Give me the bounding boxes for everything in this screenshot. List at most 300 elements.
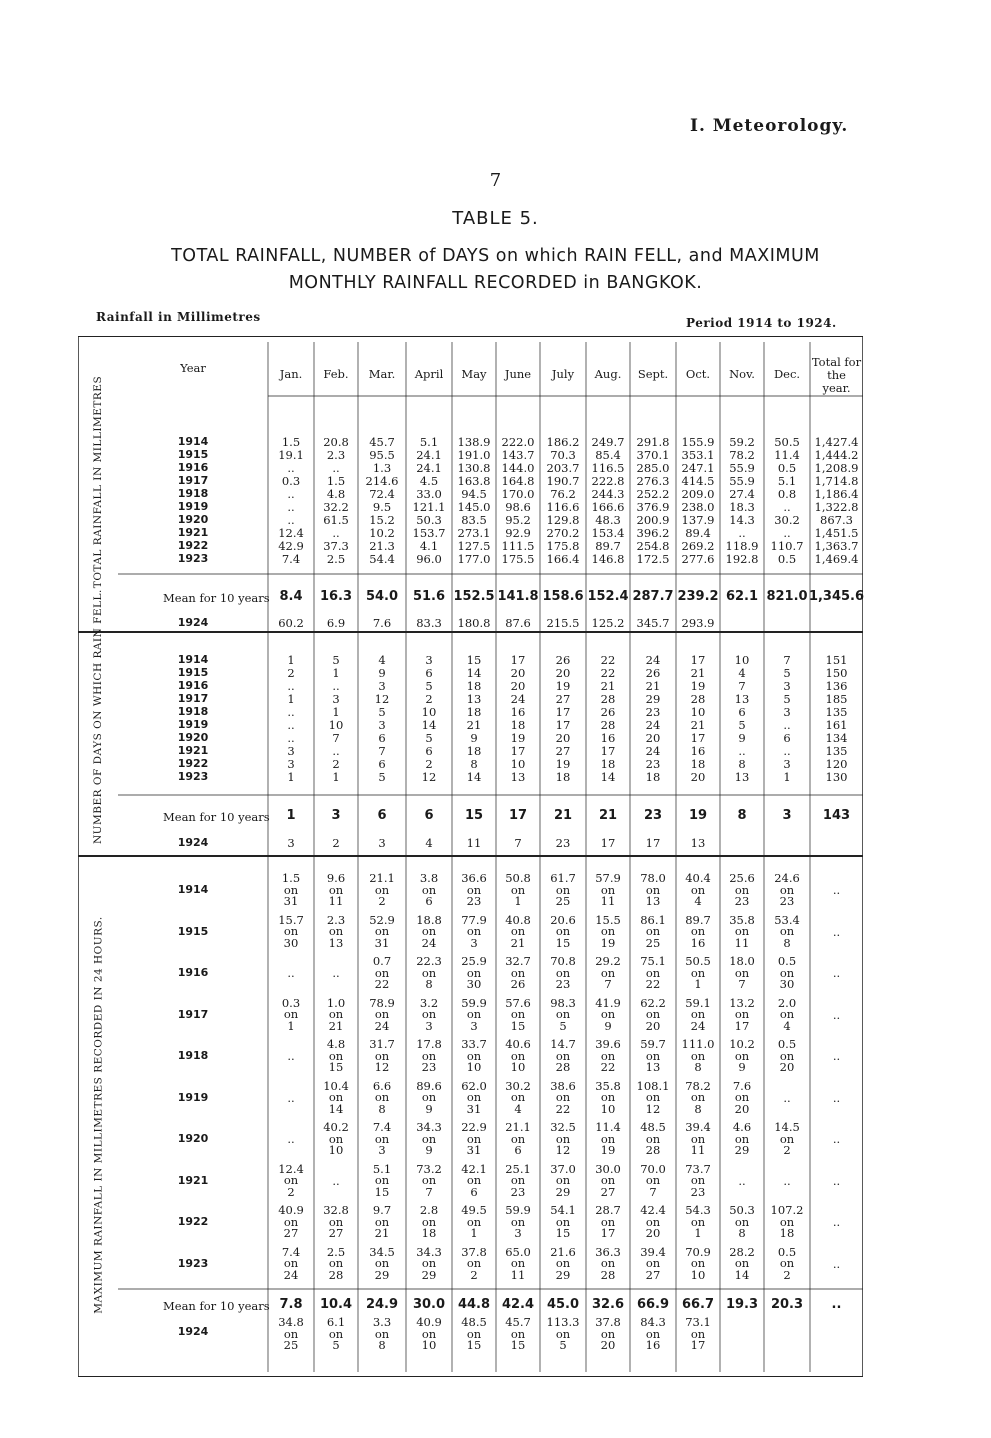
table-cell: 3.3 — [372, 1315, 392, 1329]
table-cell: .. — [332, 1173, 340, 1188]
table-cell: 27 — [555, 692, 571, 706]
table-cell: 24 — [645, 653, 661, 667]
table-cell: 14.7 — [550, 1037, 576, 1051]
table-cell: 40.6 — [505, 1037, 531, 1051]
table-cell: on — [645, 1173, 661, 1187]
mean-cell: 10.4 — [319, 1297, 353, 1312]
table-cell: 170.0 — [501, 487, 535, 501]
table-cell: 19 — [510, 731, 526, 745]
table-cell: 175.5 — [501, 552, 535, 566]
mean-cell: 7.8 — [279, 1297, 303, 1312]
row-year: 1917 — [177, 692, 209, 705]
mean-cell: 158.6 — [542, 589, 584, 604]
table-cell: 120 — [825, 757, 848, 771]
table-cell: 57.9 — [595, 871, 621, 885]
table-cell: 172.5 — [636, 552, 670, 566]
row-year: 1922 — [177, 757, 209, 770]
table-cell: 34.3 — [416, 1244, 442, 1259]
table-cell: 867.3 — [820, 513, 853, 527]
table-cell: 18 — [466, 679, 482, 693]
table-cell: 3 — [287, 836, 295, 850]
table-cell: 6 — [514, 1143, 522, 1157]
table-cell: on — [600, 1256, 616, 1270]
table-cell: on — [734, 1048, 750, 1063]
table-cell: 35.8 — [595, 1078, 621, 1093]
table-cell: 28 — [328, 1267, 344, 1282]
table-cell: 26 — [645, 666, 661, 680]
table-cell: 75.1 — [640, 954, 666, 968]
table-cell: 3 — [378, 1143, 386, 1157]
table-cell: 15.7 — [278, 912, 304, 927]
table-cell: on — [645, 924, 661, 938]
table-cell: 20 — [645, 1226, 661, 1240]
table-cell: 17 — [734, 1018, 750, 1033]
row-year: 1923 — [177, 552, 209, 565]
table-cell: 25.6 — [729, 871, 755, 885]
row-year: 1917 — [177, 474, 209, 487]
table-cell: 4 — [694, 894, 702, 908]
table-cell: on — [510, 1256, 526, 1270]
table-cell: on — [328, 882, 344, 897]
table-cell: on — [328, 1256, 344, 1270]
table-cell: 29 — [734, 1143, 750, 1157]
table-cell: 42.4 — [640, 1203, 666, 1217]
header-oct: Oct. — [685, 367, 711, 381]
table-cell: .. — [332, 744, 340, 758]
row-year: 1920 — [177, 731, 209, 744]
table-cell: 24 — [283, 1267, 299, 1282]
table-cell: 1,427.4 — [814, 435, 859, 449]
table-cell: .. — [832, 1256, 841, 1271]
table-cell: 29 — [374, 1267, 390, 1282]
table-cell: 118.9 — [725, 539, 759, 553]
table-cell: 8 — [783, 935, 791, 950]
table-cell: 8 — [738, 1226, 746, 1240]
table-cell: on — [421, 1256, 437, 1270]
table-cell: 11 — [734, 935, 750, 950]
header-nov: Nov. — [729, 367, 755, 381]
table-cell: 9.5 — [372, 500, 392, 514]
table-cell: 8 — [425, 977, 433, 991]
table-cell: 50.5 — [685, 954, 711, 968]
table-cell: 12.4 — [278, 526, 304, 540]
table-cell: 87.6 — [505, 616, 531, 630]
table-cell: 57.6 — [505, 995, 531, 1010]
units-label: Rainfall in Millimetres — [96, 310, 261, 324]
table-cell: 28 — [690, 692, 706, 706]
table-cell: 38.6 — [550, 1078, 576, 1093]
table-cell: 59.9 — [505, 1203, 531, 1217]
table-cell: 7 — [649, 1184, 657, 1199]
table-cell: 3 — [378, 718, 386, 732]
table-cell: 209.0 — [681, 487, 715, 501]
table-cell: 28.7 — [595, 1203, 621, 1217]
table-cell: .. — [783, 1090, 791, 1105]
table-cell: on — [779, 1256, 795, 1270]
table-cell: 29 — [555, 1184, 571, 1199]
table-cell: 5 — [378, 770, 386, 784]
table-title: TABLE 5. — [452, 208, 539, 229]
table-cell: 85.4 — [595, 448, 621, 462]
table-cell: on — [283, 1007, 299, 1021]
table-cell: 113.3 — [546, 1315, 580, 1329]
table-cell: 21 — [328, 1018, 344, 1033]
table-cell: on — [555, 1048, 571, 1063]
table-cell: 24.6 — [774, 871, 800, 885]
table-cell: on — [421, 965, 437, 980]
table-cell: 9 — [738, 731, 746, 745]
table-cell: 3 — [470, 935, 478, 950]
table-cell: 60.2 — [278, 616, 304, 630]
table-cell: 1 — [287, 653, 295, 667]
header-aug: Aug. — [594, 367, 622, 381]
table-cell: 180.8 — [457, 616, 491, 630]
table-cell: on — [374, 1007, 390, 1021]
table-cell: 36.3 — [595, 1244, 621, 1259]
table-cell: 1,469.4 — [814, 552, 859, 566]
table-cell: 59.2 — [729, 435, 755, 449]
table-cell: on — [690, 1048, 706, 1063]
table-cell: 48.3 — [595, 513, 621, 527]
table-cell: on — [510, 924, 526, 938]
table-cell: on — [421, 1173, 437, 1187]
table-cell: 12 — [374, 692, 390, 706]
table-cell: 20.6 — [550, 912, 576, 927]
table-cell: 24 — [690, 1018, 706, 1033]
table-cell: 73.2 — [416, 1161, 442, 1176]
table-cell: 7 — [783, 653, 791, 667]
row-year: 1918 — [177, 487, 209, 500]
table-cell: 41.9 — [595, 995, 621, 1010]
table-cell: 62.0 — [461, 1078, 487, 1093]
table-cell: 28 — [600, 692, 616, 706]
table-cell: 10 — [328, 1143, 344, 1157]
table-cell: 23 — [555, 977, 571, 991]
table-cell: 27 — [328, 1226, 344, 1240]
table-cell: .. — [832, 966, 841, 980]
table-cell: 15 — [466, 653, 482, 667]
table-cell: 18.8 — [416, 912, 442, 927]
table-cell: 1,322.8 — [814, 500, 859, 514]
table-cell: 155.9 — [681, 435, 715, 449]
table-cell: 0.8 — [777, 487, 797, 501]
table-subtitle-line1: TOTAL RAINFALL, NUMBER of DAYS on which RAIN FELL, and MAXIMUM — [171, 246, 820, 266]
table-cell: 11 — [328, 894, 344, 908]
table-cell: 23 — [510, 1184, 526, 1199]
table-cell: 9 — [604, 1018, 612, 1033]
table-cell: 48.5 — [461, 1315, 487, 1329]
table-cell: 18 — [600, 757, 616, 771]
table-cell: 1,363.7 — [814, 539, 859, 553]
table-cell: 2 — [287, 666, 295, 680]
table-cell: 45.7 — [505, 1315, 531, 1329]
table-cell: 238.0 — [681, 500, 715, 514]
table-cell: on — [779, 1007, 795, 1021]
mean-cell: 1 — [286, 808, 296, 823]
header-year: Year — [180, 361, 206, 375]
table-cell: 130 — [825, 770, 848, 784]
table-cell: 1,451.5 — [814, 526, 859, 540]
table-cell: on — [779, 1131, 795, 1146]
table-cell: on — [645, 1048, 661, 1063]
section-label-1: TOTAL RAINFALL IN MILLIMETRES — [92, 375, 104, 589]
table-cell: 21 — [645, 679, 661, 693]
table-cell: 30.2 — [774, 513, 800, 527]
table-cell: .. — [783, 718, 791, 732]
table-cell: 6.1 — [326, 1315, 346, 1329]
table-cell: 34.5 — [369, 1244, 395, 1259]
table-cell: 59.7 — [640, 1037, 666, 1051]
table-cell: 8 — [694, 1060, 702, 1074]
table-cell: 20 — [779, 1060, 795, 1074]
table-cell: on — [283, 1256, 299, 1270]
table-cell: .. — [832, 1132, 841, 1146]
table-cell: 18 — [555, 770, 571, 784]
mean-cell: 30.0 — [412, 1297, 446, 1312]
table-cell: 3 — [514, 1226, 522, 1240]
table-cell: 177.0 — [457, 552, 491, 566]
table-cell: .. — [287, 487, 295, 501]
row-year-1924: 1924 — [177, 836, 209, 849]
table-cell: on — [283, 1214, 299, 1229]
table-cell: 55.9 — [729, 474, 755, 488]
mean-cell: 6 — [424, 808, 434, 823]
table-cell: on — [283, 882, 299, 897]
table-cell: on — [734, 882, 750, 897]
table-cell: on — [374, 1256, 390, 1270]
table-cell: 3 — [287, 744, 295, 758]
table-cell: 6 — [470, 1184, 478, 1199]
table-cell: 270.2 — [546, 526, 580, 540]
table-cell: 22 — [645, 977, 661, 991]
table-cell: 32.7 — [505, 954, 531, 968]
table-cell: 25.9 — [461, 954, 487, 968]
row-year-1924: 1924 — [177, 616, 209, 629]
mean-cell: 24.9 — [365, 1297, 399, 1312]
table-cell: 14 — [421, 718, 437, 732]
table-cell: 10 — [510, 757, 526, 771]
table-cell: 17 — [510, 744, 526, 758]
table-cell: on — [466, 1090, 482, 1104]
table-cell: 48.5 — [640, 1120, 666, 1134]
table-cell: on — [779, 882, 795, 897]
table-cell: 3 — [378, 679, 386, 693]
table-cell: 15.2 — [369, 513, 395, 527]
table-cell: 17 — [690, 1338, 706, 1352]
table-cell: 6 — [425, 894, 433, 908]
table-cell: 161 — [825, 718, 848, 732]
row-year: 1914 — [177, 653, 209, 666]
table-cell: 121.1 — [412, 500, 446, 514]
table-cell: 108.1 — [636, 1078, 670, 1093]
table-cell: 145.0 — [457, 500, 491, 514]
table-cell: 96.0 — [416, 552, 442, 566]
mean-cell: 287.7 — [632, 589, 674, 604]
table-cell: 53.4 — [774, 912, 800, 927]
table-cell: 14.3 — [729, 513, 755, 527]
table-cell: 4.1 — [419, 539, 439, 553]
table-cell: 9 — [378, 666, 386, 680]
table-cell: 31 — [374, 935, 390, 950]
row-year: 1923 — [177, 770, 209, 783]
table-cell: 5 — [559, 1018, 567, 1033]
table-cell: on — [690, 965, 706, 980]
table-cell: on — [466, 924, 482, 938]
table-cell: 22.3 — [416, 954, 442, 968]
table-cell: 23 — [645, 757, 661, 771]
table-cell: .. — [287, 513, 295, 527]
table-cell: on — [734, 1214, 750, 1229]
table-cell: 4 — [378, 653, 386, 667]
table-cell: 22 — [374, 977, 390, 991]
table-cell: .. — [832, 1007, 841, 1022]
table-cell: on — [421, 1048, 437, 1063]
table-cell: .. — [287, 461, 295, 475]
mean-cell: 66.7 — [681, 1297, 715, 1312]
mean-cell: 6 — [377, 808, 387, 823]
table-cell: on — [421, 924, 437, 938]
table-cell: 25.1 — [505, 1161, 531, 1176]
table-cell: 40.4 — [685, 871, 711, 885]
table-cell: 5.1 — [419, 435, 439, 449]
row-year: 1916 — [177, 679, 209, 692]
table-cell: 11 — [510, 1267, 526, 1282]
table-cell: 29.2 — [595, 954, 621, 968]
table-cell: 32.8 — [323, 1203, 349, 1217]
mean-cell: 152.4 — [587, 589, 629, 604]
table-cell: 29 — [645, 692, 661, 706]
table-cell: 3 — [425, 653, 433, 667]
table-cell: 18 — [645, 770, 661, 784]
table-cell: 2 — [332, 757, 340, 771]
table-cell: 40.9 — [278, 1203, 304, 1217]
table-cell: 9 — [425, 1143, 433, 1157]
mean-cell: 141.8 — [497, 589, 539, 604]
table-cell: 9.7 — [372, 1203, 392, 1217]
table-cell: 23 — [734, 894, 750, 908]
table-cell: 20 — [555, 731, 571, 745]
table-cell: 42.1 — [461, 1161, 487, 1176]
table-cell: 12 — [421, 770, 437, 784]
table-cell: .. — [287, 500, 295, 514]
table-cell: on — [466, 1048, 482, 1063]
table-cell: on — [466, 882, 482, 897]
table-cell: 7 — [604, 977, 612, 991]
table-cell: 20 — [600, 1338, 616, 1352]
table-cell: 24 — [421, 935, 437, 950]
table-cell: on — [734, 1090, 750, 1104]
table-cell: 138.9 — [457, 435, 491, 449]
table-cell: 1 — [694, 1226, 702, 1240]
mean-cell: 42.4 — [501, 1297, 535, 1312]
table-cell: 65.0 — [505, 1244, 531, 1259]
table-cell: 89.7 — [595, 539, 621, 553]
table-cell: 1 — [783, 770, 791, 784]
table-cell: 136 — [825, 679, 848, 693]
table-cell: 7 — [738, 977, 746, 991]
table-cell: 13 — [645, 1060, 661, 1074]
header-dec: Dec. — [773, 367, 801, 381]
table-cell: on — [421, 1326, 437, 1341]
table-cell: .. — [287, 1090, 295, 1105]
table-cell: 34.3 — [416, 1120, 442, 1134]
table-cell: 10 — [690, 1267, 706, 1282]
table-cell: 15 — [328, 1060, 344, 1074]
table-cell: 14 — [734, 1267, 750, 1282]
table-cell: on — [510, 882, 526, 897]
table-cell: .. — [832, 1049, 841, 1063]
table-cell: 17 — [690, 653, 706, 667]
header-june: June — [504, 367, 532, 381]
table-cell: 11 — [600, 894, 616, 908]
table-cell: 26 — [510, 977, 526, 991]
table-cell: 20 — [645, 1018, 661, 1033]
table-cell: 4 — [738, 666, 746, 680]
table-cell: 130.8 — [457, 461, 491, 475]
table-cell: 31 — [283, 894, 299, 908]
table-cell: 4 — [514, 1101, 522, 1116]
table-cell: 5 — [783, 666, 791, 680]
table-cell: 40.8 — [505, 912, 531, 927]
table-cell: on — [328, 1090, 344, 1104]
table-cell: 11.4 — [595, 1120, 621, 1134]
table-cell: 3 — [783, 679, 791, 693]
mean-cell: 66.9 — [636, 1297, 670, 1312]
table-cell: 35.8 — [729, 912, 755, 927]
table-cell: 16 — [510, 705, 526, 719]
table-cell: 83.3 — [416, 616, 442, 630]
table-cell: 2.3 — [326, 448, 346, 462]
table-cell: 25 — [645, 935, 661, 950]
table-cell: 2 — [425, 692, 433, 706]
mean-cell: 62.1 — [725, 589, 759, 604]
table-cell: on — [510, 1007, 526, 1021]
table-cell: 244.3 — [591, 487, 625, 501]
table-cell: .. — [783, 500, 791, 514]
table-cell: 98.6 — [505, 500, 531, 514]
table-cell: 8 — [470, 757, 478, 771]
table-cell: 21 — [466, 718, 482, 732]
table-cell: 30 — [779, 977, 795, 991]
table-cell: 134 — [825, 731, 848, 745]
table-cell: 10 — [328, 718, 344, 732]
table-cell: 36.6 — [461, 871, 487, 885]
table-cell: .. — [832, 1173, 841, 1188]
table-cell: 4.6 — [732, 1120, 752, 1134]
table-cell: 70.3 — [550, 448, 576, 462]
mean-cell: 19 — [688, 808, 708, 823]
table-cell: 3 — [783, 757, 791, 771]
table-cell: 28 — [600, 1267, 616, 1282]
table-cell: 125.2 — [591, 616, 625, 630]
table-cell: 6 — [425, 666, 433, 680]
row-year: 1915 — [177, 448, 209, 461]
table-cell: 9.6 — [326, 871, 346, 885]
table-cell: 17 — [510, 653, 526, 667]
header-sept: Sept. — [637, 367, 669, 381]
table-cell: 86.1 — [640, 912, 666, 927]
table-cell: on — [510, 1214, 526, 1229]
table-cell: on — [555, 1326, 571, 1341]
table-cell: 1,208.9 — [814, 461, 859, 475]
table-cell: 7.6 — [732, 1078, 752, 1093]
table-cell: 16 — [600, 731, 616, 745]
table-cell: 54.1 — [550, 1203, 576, 1217]
table-cell: on — [466, 1326, 482, 1341]
mean-cell: 3 — [782, 808, 792, 823]
table-cell: on — [374, 1326, 390, 1341]
table-cell: 27 — [555, 744, 571, 758]
